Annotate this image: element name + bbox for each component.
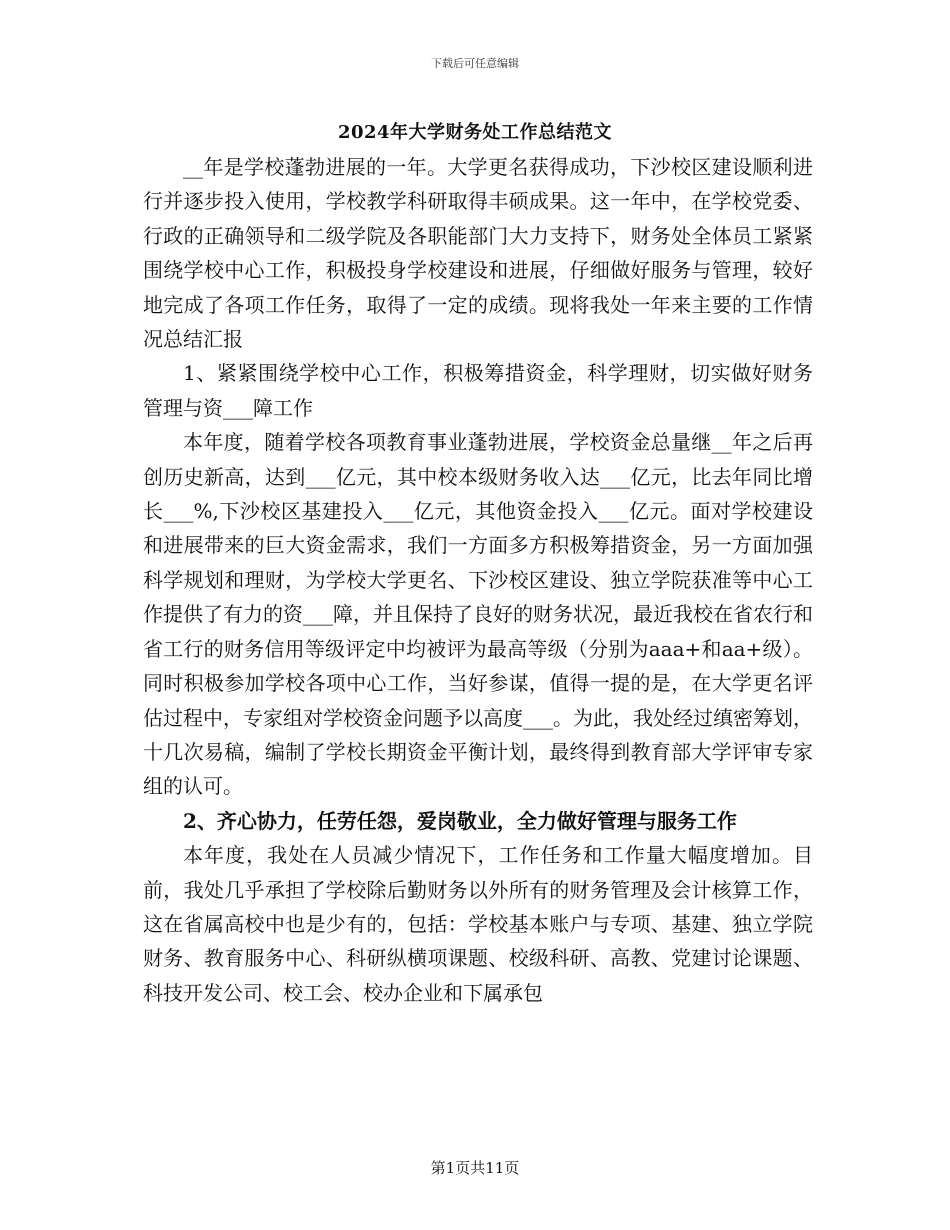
paragraph-intro: __年是学校蓬勃进展的一年。大学更名获得成功，下沙校区建设顺利进行并逐步投入使用，学校教学科研取得丰硕成果。这一年中，在学校党委、行政的正确领导和二级学院及各职能部门大力支持下，财务处全体员工紧紧围绕学校中心工作，积极投身学校建设和进展，仔细做好服务与管理，较好地完成了各项工作任务，取得了一定的成绩。现将我处一年来主要的工作情况总结汇报 (143, 155, 813, 352)
document-title: 2024年大学财务处工作总结范文 (337, 122, 613, 143)
page-number: 第1页共11页 (430, 1159, 520, 1177)
paragraph-section-1: 本年度，随着学校各项教育事业蓬勃进展，学校资金总量继__年之后再创历史新高，达到___亿元，其中校本级财务收入达___亿元，比去年同比增长___%,下沙校区基建投入___亿元，其他资金投入___亿元。面对学校建设和进展带来的巨大资金需求，我们一方面多方积极筹措资金，另一方面加强科学规划和理财，为学校大学更名、下沙校区建设、独立学院获准等中心工作提供了有力的资___障，并且保持了良好的财务状况，最近我校在省农行和省工行的财务信用等级评定中均被评为最高等级（分别为aaa+和aa+级）。同时积极参加学校各项中心工作，当好参谋，值得一提的是，在大学更名评估过程中，专家组对学校资金问题予以高度___。为此，我处经过缜密筹划，十几次易稿，编制了学校长期资金平衡计划，最终得到教育部大学评审专家组的认可。 (143, 430, 813, 799)
paragraph-section-2: 本年度，我处在人员减少情况下，工作任务和工作量大幅度增加。目前，我处几乎承担了学校除后勤财务以外所有的财务管理及会计核算工作，这在省属高校中也是少有的，包括：学校基本账户与专项、基建、独立学院财务、教育服务中心、科研纵横项课题、校级科研、高教、党建讨论课题、科技开发公司、校工会、校办企业和下属承包 (143, 843, 813, 1005)
document-body (143, 150, 813, 1010)
section-heading-2: 2、齐心协力，任劳任怨，爱岗敬业，全力做好管理与服务工作 (183, 808, 737, 833)
page-header-note: 下载后可任意编辑 (431, 57, 519, 70)
section-heading-1: 1、紧紧围绕学校中心工作，积极筹措资金，科学理财，切实做好财务管理与资___障工作 (143, 361, 813, 420)
